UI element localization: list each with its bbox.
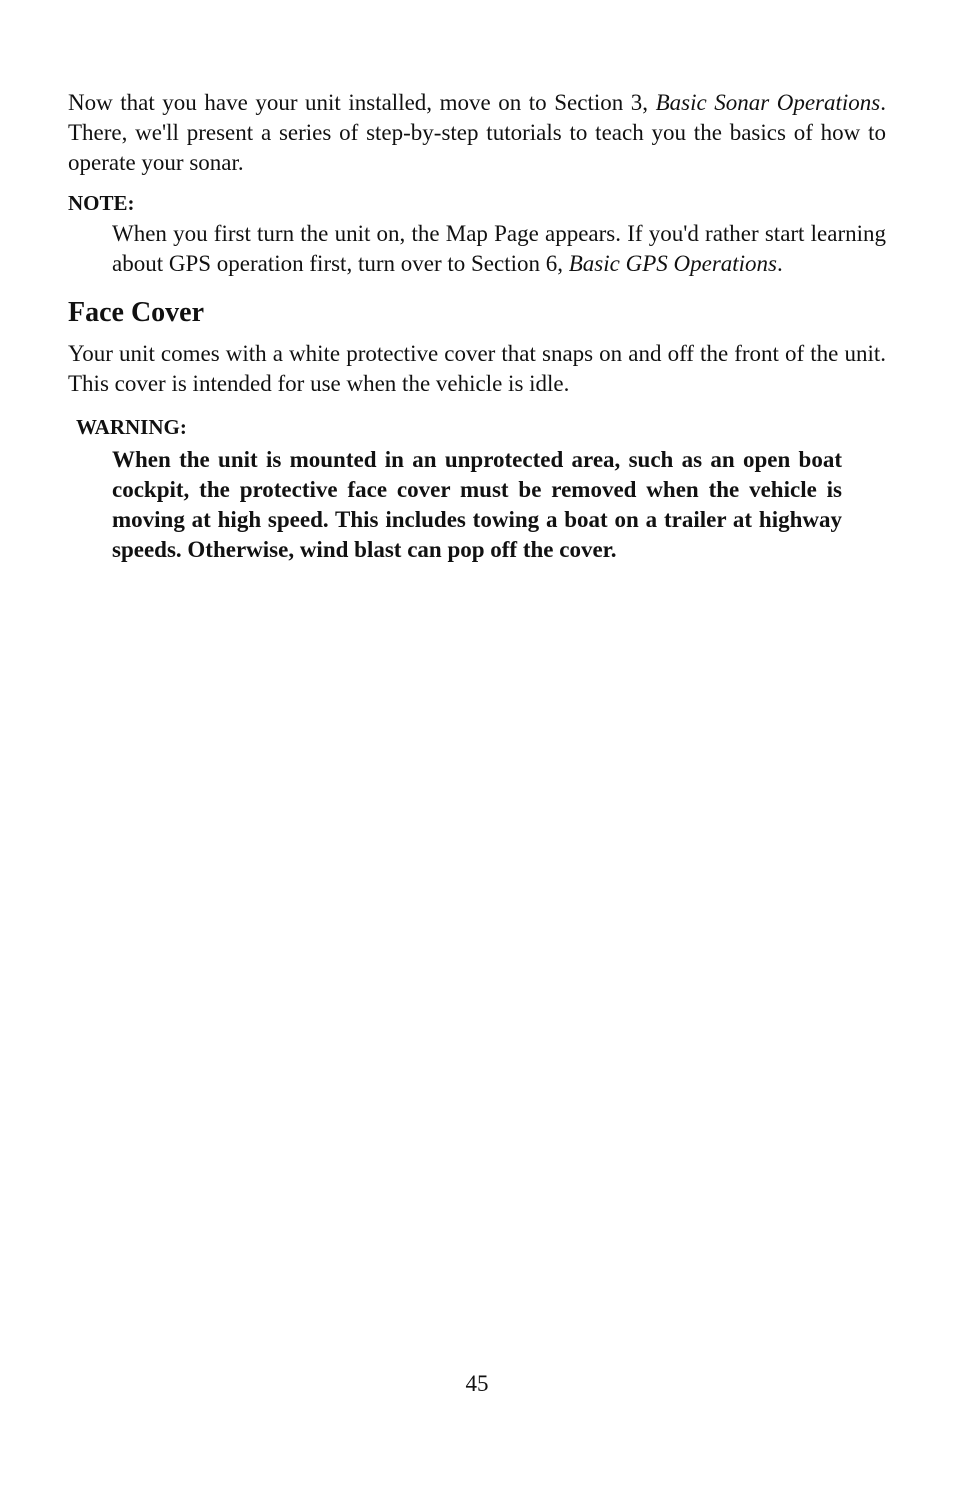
note-body (112, 219, 886, 279)
document-page (68, 88, 886, 565)
intro-text-1: Now that you have your unit installed, move on to Section 3, (68, 90, 656, 115)
face-cover-heading: Face Cover (68, 297, 205, 328)
intro-text-2: . There, we'll present a series of step-by-step tutorials to teach you the basics of how to operate your sonar. (68, 90, 886, 175)
basic-sonar-operations-ref: Basic Sonar Operations (655, 90, 881, 115)
note-text-1: When you first turn the unit on, the Map Page appears. If you'd rather start learning about GPS operation first, turn over to Section 6, (112, 221, 886, 276)
warning-body: When the unit is mounted in an unprotected area, such as an open boat cockpit, the protective face cover must be removed when the vehicle is moving at high speed. This includes towing a boat on a trailer at highway speeds. Otherwise, wind blast can pop off the cover. (112, 447, 842, 562)
page-number: 45 (465, 1371, 489, 1396)
warning-label: WARNING: (76, 415, 187, 439)
note-text-2: . (777, 251, 783, 276)
intro-paragraph (68, 88, 886, 178)
face-cover-paragraph: Your unit comes with a white protective cover that snaps on and off the front of the unit. This cover is intended for use when the vehicle is idle. (68, 341, 886, 396)
basic-gps-operations-ref: Basic GPS Operations (568, 251, 778, 276)
note-label: NOTE: (68, 191, 135, 215)
